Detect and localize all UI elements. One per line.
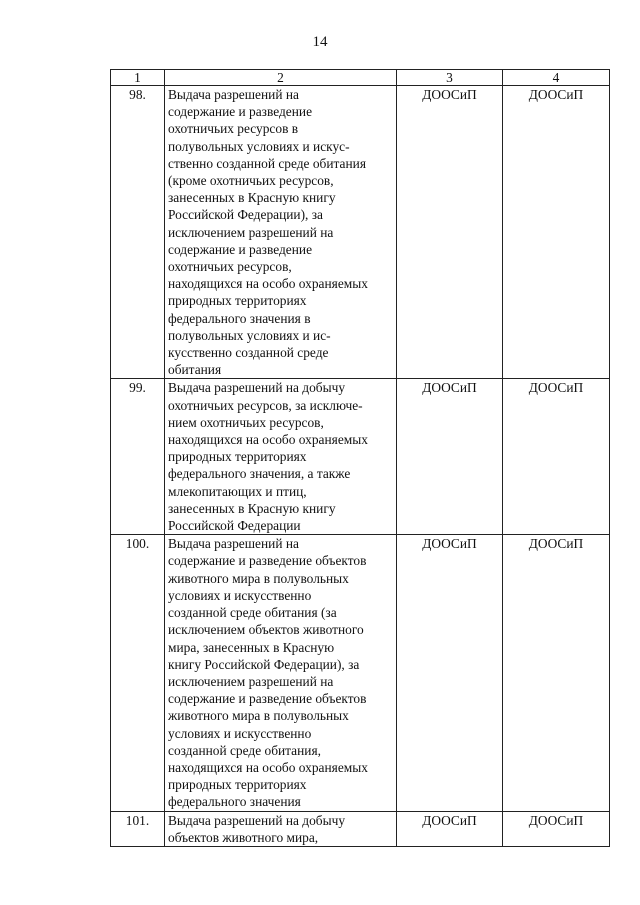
table-row [111,86,610,379]
table-row [111,379,610,535]
description-line: созданной среде обитания, [168,742,321,758]
row-col4: ДООСиП [503,811,610,846]
row-description [165,811,397,846]
description-line: Выдача разрешений на [168,87,299,102]
description-line: (кроме охотничьих ресурсов, [168,173,334,189]
row-col4: ДООСиП [503,86,610,379]
description-line: содержание и разведение объектов [168,553,367,569]
page-number: 14 [312,34,328,50]
row-number: 100. [111,535,165,811]
description-line: объектов животного мира, [168,829,319,845]
header-cell-2: 2 [165,70,397,86]
header-cell-1: 1 [111,70,165,86]
table-row [111,535,610,811]
row-col4: ДООСиП [503,379,610,535]
description-line: содержание и разведение объектов [168,691,367,707]
description-line: мира, занесенных в Красную [168,639,335,655]
description-line: занесенных в Красную книгу [168,500,336,516]
table-row [111,811,610,846]
description-line: книгу Российской Федерации), за [168,656,360,672]
description-line: находящихся на особо охраняемых [168,276,368,292]
description-line: условиях и искусственно [168,587,312,603]
description-line: Российской Федерации [168,518,301,534]
description-line: охотничьих ресурсов, за исключе- [168,397,363,413]
document-table [110,69,610,847]
description-line: занесенных в Красную книгу [168,190,336,206]
table-body [111,70,610,847]
row-description [165,535,397,811]
row-col3: ДООСиП [397,86,503,379]
header-cell-4: 4 [503,70,610,86]
description-line: Выдача разрешений на [168,536,299,552]
row-description [165,379,397,535]
description-line: Выдача разрешений на добычу [168,812,346,828]
description-line: находящихся на особо охраняемых [168,432,368,448]
description-line: находящихся на особо охраняемых [168,759,368,775]
description-line: условиях и искусственно [168,725,312,741]
description-line: исключением разрешений на [168,224,334,240]
description-line: кусственно созданной среде [168,345,329,361]
row-description [165,86,397,379]
description-line: содержание и разведение [168,241,313,257]
description-line: животного мира в полувольных [168,708,349,724]
description-line: Выдача разрешений на добычу [168,380,346,396]
description-line: обитания [168,362,222,378]
description-line: полувольных условиях и ис- [168,327,331,343]
row-col4: ДООСиП [503,535,610,811]
row-number: 99. [111,379,165,535]
row-number: 101. [111,811,165,846]
description-line: охотничьих ресурсов в [168,121,299,137]
row-col3: ДООСиП [397,379,503,535]
table-header-row [111,70,610,86]
description-line: федерального значения в [168,310,311,326]
row-col3: ДООСиП [397,811,503,846]
description-line: нием охотничьих ресурсов, [168,414,324,430]
description-line: исключением объектов животного [168,622,364,638]
description-line: млекопитающих и птиц, [168,483,307,499]
description-line: природных территориях [168,449,307,465]
row-col3: ДООСиП [397,535,503,811]
description-line: животного мира в полувольных [168,570,349,586]
description-line: федерального значения, а также [168,466,351,482]
description-line: ственно созданной среде обитания [168,155,366,171]
description-line: природных территориях [168,293,307,309]
description-line: федерального значения [168,794,301,810]
description-line: охотничьих ресурсов, [168,259,292,275]
description-line: Российской Федерации), за [168,207,323,223]
row-number: 98. [111,86,165,379]
header-cell-3: 3 [397,70,503,86]
description-line: природных территориях [168,777,307,793]
description-line: содержание и разведение [168,104,313,120]
description-line: полувольных условиях и искус- [168,138,350,154]
description-line: исключением разрешений на [168,673,334,689]
description-line: созданной среде обитания (за [168,605,337,621]
